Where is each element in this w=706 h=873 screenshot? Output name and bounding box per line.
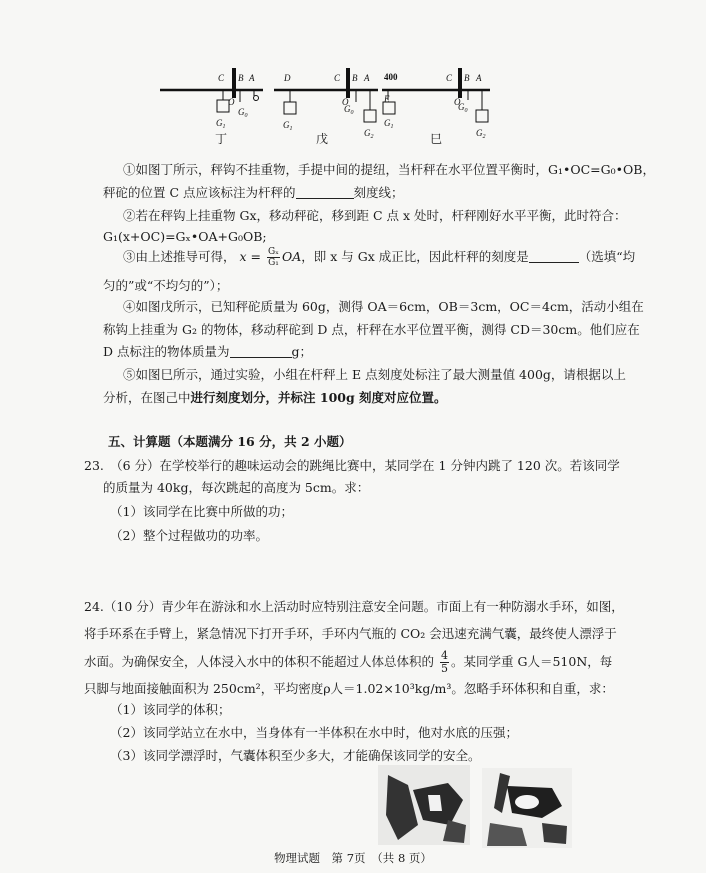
q24-sub2: （2）该同学站立在水中，当身体有一半体积在水中时，他对水底的压强； — [110, 725, 518, 740]
label-O: O — [228, 97, 235, 107]
svg-text:B: B — [464, 73, 470, 83]
part1-line2: 秤砣的位置 C 点应该标注为杆秤的 刻度线； — [103, 185, 404, 200]
part2-line1: ②若在秤钩上挂重物 Gx，移动秤砣，移到距 C 点 x 处时，杆秤刚好水平平衡，此时符合： — [123, 208, 627, 223]
q23-line1: 23. （6 分）在学校举行的趣味运动会的跳绳比赛中，某同学在 1 分钟内跳了 120 次。若该同学 — [84, 458, 620, 473]
part1-line1: ①如图丁所示，秤钩不挂重物，手提中间的提纽，当杆秤在水平位置平衡时，G₁•OC=G₀•OB， — [123, 162, 655, 177]
wristband-photo-1 — [378, 765, 470, 845]
label-G1: $G_1$ — [216, 118, 226, 130]
label-B: B — [238, 73, 244, 83]
page-footer: 物理试题 第 7页 （共 8 页） — [274, 851, 432, 865]
svg-text:O: O — [342, 97, 349, 107]
figure-ji — [380, 60, 500, 140]
label-D: D — [284, 73, 291, 83]
part5-line2: 分析，在图己中进行刻度划分，并标注 100g 刻度对应位置。 — [103, 390, 447, 405]
answer-blank-3[interactable] — [230, 345, 292, 358]
svg-text:B: B — [352, 73, 358, 83]
svg-text:G1: $G_1$ — [384, 118, 394, 130]
q24-line4: 只脚与地面接触面积为 250cm²，平均密度ρ人＝1.02×10³kg/m³。忽略手环体积和自重，求： — [84, 681, 614, 696]
caption-wu: 戊 — [316, 132, 329, 146]
q24-sub1: （1）该同学的体积； — [110, 702, 231, 717]
formula-fraction: $\frac{\text{Gₓ}}{\text{G₁}}$ — [267, 247, 279, 268]
q24-line1: 24.（10 分）青少年在游泳和水上活动时应特别注意安全问题。市面上有一种防溺水手环，如图， — [84, 599, 624, 614]
q24-line2: 将手环系在手臂上，紧急情况下打开手环，手环内气瓶的 CO₂ 会迅速充满气囊，最终使人漂浮于 — [84, 626, 617, 641]
svg-text:G0: $G_0$ — [344, 104, 354, 116]
svg-text:C: C — [446, 73, 453, 83]
q23-sub1: （1）该同学在比赛中所做的功； — [110, 504, 293, 519]
q23-line2: 的质量为 40kg，每次跳起的高度为 5cm。求： — [103, 480, 370, 495]
part3-line1: ③由上述推导可得， x = $\frac{\text{Gₓ}}{\text{G₁}}$ OA，即 x 与 Gx 成正比，因此杆秤的刻度是 （选填“均 — [123, 247, 636, 268]
svg-text:G2: $G_2$ — [476, 128, 486, 140]
svg-text:G0: $G_0$ — [458, 102, 468, 114]
q24-line3: 水面。为确保安全，人体浸入水中的体积不能超过人体总体积的 $\frac{4}{5}$ 。某同学重 G人＝510N，每 — [84, 649, 613, 675]
part4-line2: 称钩上挂重为 G₂ 的物体，移动秤砣到 D 点，杆秤在水平位置平衡，测得 CD＝30cm。他们应在 — [103, 322, 640, 337]
label-E: E — [384, 94, 390, 104]
svg-text:G2: $G_2$ — [364, 128, 374, 140]
wristband-photo-2 — [482, 768, 572, 848]
label-400: 400 — [384, 72, 398, 82]
figure-wu — [272, 60, 382, 140]
caption-ding: 丁 — [215, 132, 228, 146]
part3-line2: 匀的”或“不均匀的”）； — [103, 278, 229, 293]
q23-sub2: （2）整个过程做功的功率。 — [110, 528, 268, 543]
part5-line1: ⑤如图巳所示，通过实验，小组在杆秤上 E 点刻度处标注了最大测量值 400g，请根据以上 — [123, 367, 626, 382]
caption-ji: 巳 — [430, 132, 443, 146]
answer-blank-2[interactable] — [529, 250, 579, 263]
part2-line2: G₁(x+OC)=Gₓ•OA+G₀OB; — [103, 229, 267, 244]
figure-ding — [158, 60, 268, 140]
fraction-4-5: $\frac{4}{5}$ — [441, 649, 448, 675]
section-title: 五、计算题（本题满分 16 分，共 2 小题） — [108, 434, 352, 449]
svg-text:A: A — [364, 73, 370, 83]
answer-blank-1[interactable] — [296, 186, 354, 199]
part4-line1: ④如图戊所示，已知秤砣质量为 60g，测得 OA＝6cm，OB＝3cm，OC＝4cm，活动小组在 — [123, 299, 644, 314]
svg-text:G1: $G_1$ — [283, 120, 293, 132]
label-C: C — [218, 73, 225, 83]
svg-text:C: C — [334, 73, 341, 83]
svg-text:O: O — [454, 97, 461, 107]
q24-sub3: （3）该同学漂浮时，气囊体积至少多大，才能确保该同学的安全。 — [110, 748, 481, 763]
svg-text:A: A — [476, 73, 482, 83]
label-G0: $G_0$ — [238, 107, 248, 119]
part4-line3: D 点标注的物体质量为 g； — [103, 344, 313, 359]
label-A: A — [249, 73, 255, 83]
